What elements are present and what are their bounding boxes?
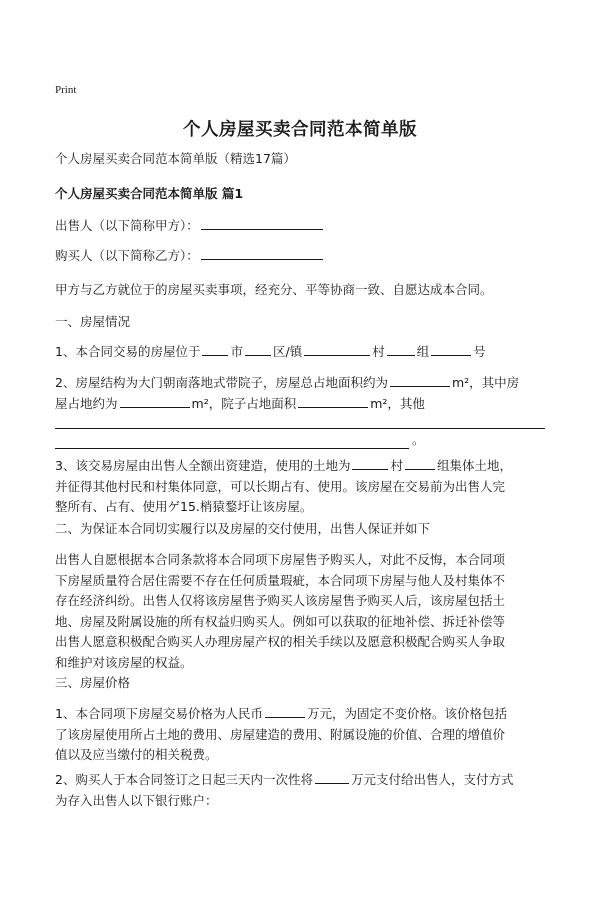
section3-item2: 2、购买人于本合同签订之日起三天内一次性将 万元支付给出售人，支付方式 为存入出售人以下银行账户：: [55, 772, 514, 808]
document-title: 个人房屋买卖合同范本简单版: [183, 120, 417, 140]
document-subtitle: 个人房屋买卖合同范本简单版（精选17篇）: [55, 151, 296, 166]
blank: [120, 394, 190, 408]
buyer-label: 购买人（以下简称乙方）：: [55, 248, 199, 263]
blank: [405, 456, 435, 470]
blank: [265, 704, 305, 718]
section1-item3: 3、该交易房屋由出售人全额出资建造，使用的土地为 村 组集体土地， 并征得其他村民和村集体同意，可以长期占有、使用。该房屋在交易前为出售人完 整所有、占有、使用ゲ15.梢猿鍪圩让该房屋。: [55, 458, 512, 514]
blank: [352, 456, 388, 470]
seller-line: [55, 216, 325, 236]
section1-item1: 1、本合同交易的房屋位于 市 区/镇 村 组 号: [55, 344, 486, 359]
blank: [202, 342, 228, 356]
buyer-blank: [201, 246, 323, 260]
blank: [387, 342, 415, 356]
section1-heading: 一、房屋情况: [55, 314, 131, 329]
section2-body: 出售人自愿根据本合同条款将本合同项下房屋售予购买人，对此不反悔，本合同项 下房屋质量符合居住需要不存在任何质量瑕疵，本合同项下房屋与他人及村集体不 存在经济纠纷。出售人仅将该房屋售予购买人该房屋售予购买人后，该房屋包括土 地、房屋及附属设施的所有权益归购买人。例如可以获取的征地补偿、拆迁补偿等 出售人愿意积极配合购买人办理房屋产权的相关手续以及愿意积极配合购买人争取 和维护对该房屋的权益。: [55, 552, 506, 670]
blank-rule-partial: [55, 448, 409, 449]
buyer-line: [55, 246, 325, 266]
blank: [431, 342, 471, 356]
item2-end-mark: 。: [412, 432, 425, 447]
section2-heading: 二、为保证本合同切实履行以及房屋的交付使用，出售人保证并如下: [55, 521, 431, 536]
blank: [315, 770, 349, 784]
blank: [304, 342, 370, 356]
intro-paragraph: 甲方与乙方就位于的房屋买卖事项，经充分、平等协商一致、自愿达成本合同。: [55, 282, 493, 297]
blank: [390, 373, 450, 387]
seller-blank: [201, 216, 323, 230]
blank-rule-full: [55, 428, 545, 429]
section3-heading: 三、房屋价格: [55, 675, 131, 690]
print-label: Print: [55, 84, 77, 96]
section-heading: 个人房屋买卖合同范本简单版 篇1: [55, 186, 244, 201]
blank: [245, 342, 271, 356]
section3-item1: 1、本合同项下房屋交易价格为人民币 万元，为固定不变价格。该价格包括 了该房屋使用所占土地的费用、房屋建造的费用、附属设施的价值、合理的增值价 值以及应当缴付的相关税费。: [55, 706, 507, 762]
seller-label: 出售人（以下简称甲方）：: [55, 218, 199, 233]
section1-item2: 2、房屋结构为大门朝南落地式带院子，房屋总占地面积约为 m²，其中房 屋占地约为 m²，院子占地面积 m²，其他: [55, 375, 520, 411]
blank: [298, 394, 368, 408]
